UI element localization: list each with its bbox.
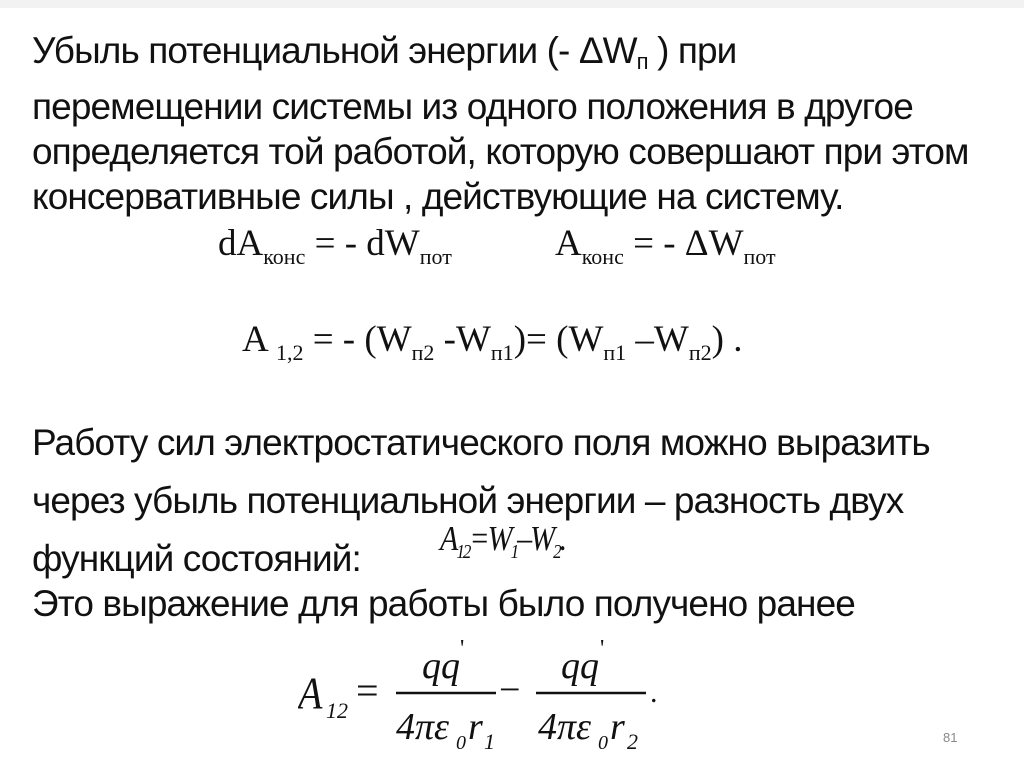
formula-text: A <box>555 223 582 264</box>
formula-end-period: . <box>650 676 658 709</box>
formula-dA-kons <box>218 222 452 270</box>
formula-denominator-2: 4πε <box>538 706 592 748</box>
formula-prime-2: ' <box>600 636 605 662</box>
formula-denominator-1-sub1: 1 <box>484 729 495 754</box>
formula-subscript: 2 <box>553 540 560 563</box>
formula-text: = - ΔW <box>623 223 744 264</box>
formula-text: = - dW <box>305 223 420 264</box>
formula-text: = - (W <box>303 319 412 360</box>
paragraph-potential-energy <box>32 28 969 219</box>
formula-subscript: конс <box>581 244 624 269</box>
text-line: через убыль потенциальной энергии – разность двух <box>32 480 904 521</box>
formula-lhs: A <box>298 668 323 720</box>
text-line: Работу сил электростатического поля можно выразить <box>32 422 930 463</box>
formula-text: A <box>440 520 457 558</box>
formula-A12 <box>242 318 742 366</box>
formula-subscript: 12 <box>456 540 470 563</box>
text-line: консервативные силы , действующие на систему. <box>32 176 844 217</box>
formula-numerator-1: qq <box>422 645 460 687</box>
formula-text: . <box>559 520 566 558</box>
formula-subscript: 1 <box>510 540 518 563</box>
formula-lhs-subscript: 12 <box>326 698 348 723</box>
text-fragment: ) при <box>647 30 737 71</box>
formula-subscript: пот <box>419 244 452 269</box>
text-line <box>32 28 969 84</box>
formula-denominator-1: 4πε <box>396 706 450 748</box>
formula-subscript: п2 <box>411 340 435 365</box>
text-line: определяется той работой, которую совершают при этом <box>32 131 969 172</box>
formula-subscript: п1 <box>490 340 514 365</box>
formula-denominator-2-sub0: 0 <box>598 732 608 754</box>
formula-text: –W <box>517 520 554 558</box>
text-subscript: п <box>636 49 648 74</box>
formula-subscript: конс <box>263 244 306 269</box>
formula-text: =W <box>469 520 511 558</box>
formula-equals: = <box>356 668 379 713</box>
formula-denominator-1-sub0: 0 <box>456 732 466 754</box>
formula-minus: − <box>499 669 521 711</box>
formula-denominator-1-r: r <box>468 706 483 748</box>
text-line: функций состояний: <box>32 538 361 579</box>
formula-prime-1: ' <box>460 636 465 662</box>
formula-denominator-2-r: r <box>610 706 625 748</box>
paragraph-expression-earlier <box>32 581 855 626</box>
formula-text: A <box>242 319 276 360</box>
formula-numerator-2: qq <box>561 645 599 687</box>
formula-subscript: п2 <box>688 340 712 365</box>
formula-denominator-2-sub1: 2 <box>627 729 638 754</box>
text-fragment: Убыль потенциальной энергии (- ΔW <box>32 30 637 71</box>
page-number: 81 <box>943 730 958 745</box>
formula-subscript: п1 <box>603 340 627 365</box>
text-line: перемещении системы из одного положения в другое <box>32 86 913 127</box>
formula-A-kons <box>555 222 776 270</box>
top-border <box>0 0 1024 8</box>
text-line: Это выражение для работы было получено ранее <box>32 583 855 624</box>
formula-subscript: пот <box>743 244 776 269</box>
formula-coulomb-work <box>298 636 678 754</box>
formula-text: dA <box>218 223 264 264</box>
formula-subscript: 1,2 <box>275 340 304 365</box>
formula-text: –W <box>626 319 689 360</box>
formula-text: )= (W <box>513 319 604 360</box>
formula-A12-W1-W2 <box>440 520 565 564</box>
formula-text: ) . <box>711 319 743 360</box>
formula-text: -W <box>434 319 491 360</box>
